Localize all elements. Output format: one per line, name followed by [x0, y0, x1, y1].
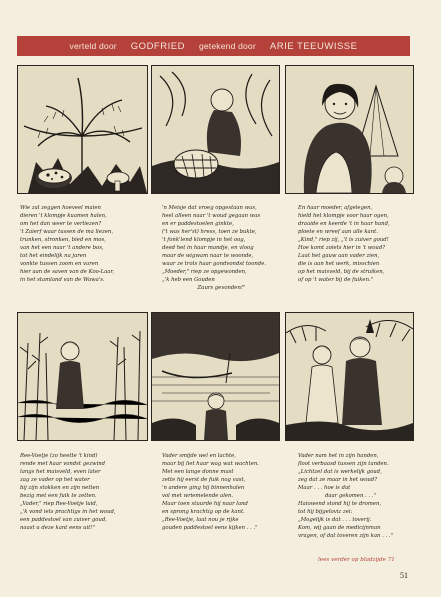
told-by-label: verteld door: [69, 41, 117, 51]
illustration-jungle-mushrooms: [17, 65, 148, 194]
story-column-3: En haar moeder, afgelegen, hield het klompje voor haar ogen, draaide en keerde 't in haar hand, ploete en wreef aan alle kant. „Kind," riep zij, „'t is zuiver goud! Hoe komt zoiets hier in 't woud? Laat het gauw aan vader zien, die is aan het werk, misschien op het maisveld, bij de struiken, of op 't water bij de fuiken.": [298, 205, 390, 284]
illustration-girl-in-cornfield: [17, 312, 148, 441]
story-column-1: Wie zal zeggen hoeveel maien dieren 't klompje kuamen halen, om het dan weer te verliezen? 't Zaierf waar tussen de ma liezen, trunken, stronken, bied en mos, van het een naar 't andere bos, tot het eindelijk na jaren vonkte tussen zoom en varen hier aan de saven van de Koo-Laar, in het stamland van de Wawa's.: [20, 205, 115, 284]
story-column-2: 'n Meisje dat vroeg opgestaan was, heel alleen naar 't woud gegaan was en er paddestoelen ginkte, ('t was her'st) hress, toen ze bukte, 't fonk'lend klompje in het oog, deed het in haar mandje, en vloog maar de wigwam naar te woonde, waar ze trots haar gondvondst toonde. „Moeder," riep ze opgewonden, „'k heb een Gouden Zuurs gevonden!": [162, 205, 267, 292]
illustrator-name: ARIE TEEUWISSE: [269, 40, 358, 52]
page-number: 51: [400, 571, 408, 580]
illustration-mother-with-nugget: [285, 65, 414, 194]
author-name: GODFRIED: [130, 40, 185, 52]
story-column-5: Vader smijde wel en lachte, maar bij liet haar wag wat wachten. Met een lange donne mast zette hij eerst de fuik nog vast, 'n andere ging hij binnenhalen vol met wriemelende alen. Maar toen stuurde hij naar land en sprong krachtig op de kant. „Ree-Voetje, laat nou je rijke gouden paddestoel eens kijken . . .": [162, 453, 259, 532]
illustration-father-and-daughter: [285, 312, 414, 441]
title-banner: [17, 36, 410, 56]
drawn-by-label: getekend door: [198, 41, 256, 51]
illustration-father-in-canoe: [151, 312, 280, 441]
story-column-4: Ree-Voetje (zo heette 't kind) rende met haar vondst gezwind langs het maisveld, even later zag ze vader op het water bij zijn stokken en zijn netten bezig met een fuik te zetten. „Vader," riep Ree-Voetje luid, „'k vond iets prachtigs in het woud, een paddestoel van zuiver goud, naast u deze kant eens uit!": [20, 453, 116, 532]
story-column-6: Vader nam het in zijn handen, floot verbaasd tussen zijn tanden. „Lichtzel dat is werkelijk goud, zeg dat ze maar in het woud? Maar . . . hoe is dat daar gekomen . . ." Haiowend stond hij te dromen, tot hij bijgeloviz zei: „Mogelijk is dat . . . toverij. Kom, wij gaan de medicijnman vragen, of dat toveren zijn kan . . .": [298, 453, 393, 540]
illustration-girl-with-basket: [151, 65, 280, 194]
continue-note: lees verder op bladzijde 71: [318, 557, 395, 563]
